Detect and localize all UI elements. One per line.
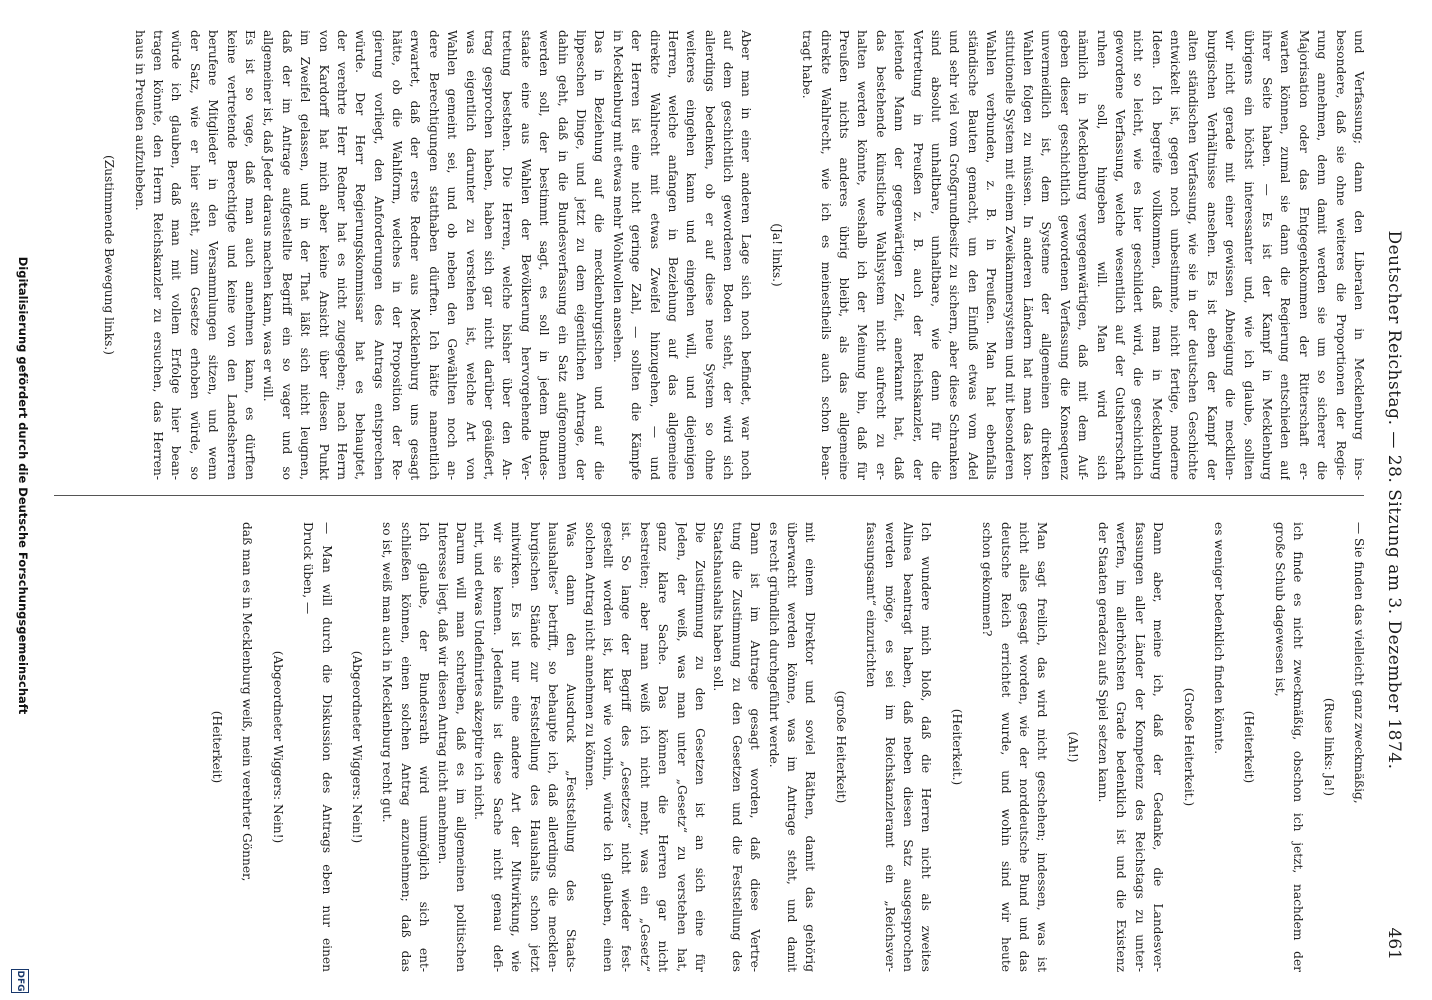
text-line: der verehrte Herr Redner hat es nicht zugegeben; nach Herrn bbox=[334, 30, 349, 480]
text-line: dahin geht, daß in die Bundesverfassung ein Satz aufgenommen bbox=[555, 30, 570, 480]
text-line: gestellt worden ist, klar wie vorhin, würde ich glauben, einen bbox=[601, 522, 616, 972]
text-line bbox=[935, 522, 947, 972]
text-line: alten ständischen Verfassung, wie sie in der deutschen Geschichte bbox=[1186, 30, 1201, 480]
text-line: nämlich in Mecklenburg vergegenwärtigen, daß mit dem Auf- bbox=[1076, 30, 1091, 480]
text-line: Alinea beantragt haben, daß neben diesen Satz ausgesprochen bbox=[900, 522, 915, 972]
text-line: mitwirken. Es ist nur eine andere Art der Mitwirkung, wie bbox=[509, 522, 524, 972]
text-line bbox=[756, 30, 768, 480]
text-line: und sehr viel vom Großgrundbesitz zu sichern, aber diese Schranken bbox=[947, 30, 962, 480]
text-line: tung die Zustimmung zu den Gesetzen und die Feststellung des bbox=[729, 522, 744, 972]
text-line: warten können, zumal sie dann die Regierung entschieden auf bbox=[1278, 30, 1293, 480]
text-line bbox=[366, 522, 378, 972]
text-line: Was dann den Ausdruck „Feststellung des Staats- bbox=[564, 522, 579, 972]
text-line bbox=[226, 522, 238, 972]
text-line: Man sagt freilich, das wird nicht geschehen; indessen, was ist bbox=[1035, 522, 1050, 972]
text-line: — Man will durch die Diskussion des Antrags eben nur einen bbox=[319, 522, 334, 972]
text-line: Interesse liegt, daß wir diesen Antrag nicht annehmen. bbox=[435, 522, 450, 865]
text-line: hätte, ob die Wahlform, welches in der Proposition der Re- bbox=[390, 30, 405, 480]
text-line: (Zustimmende Bewegung links.) bbox=[102, 154, 117, 356]
text-line: Wahlen verbunden, z. B. in Preußen. Man hat ebenfalls bbox=[984, 30, 999, 480]
text-line: Die Zustimmung zu den Gesetzen ist an sich eine für bbox=[693, 522, 708, 972]
text-line: haus in Preußen aufzuheben. bbox=[132, 30, 147, 211]
text-line: rung annehmen, denn damit werden sie um so sicherer die bbox=[1315, 30, 1330, 480]
text-line: solchen Antrag nicht annehmen zu können. bbox=[582, 522, 597, 791]
text-line: es recht gründlich durchgeführt werde. bbox=[766, 522, 781, 768]
text-line: gierung vorliegt, den Anforderungen des Antrags entsprechen bbox=[371, 30, 386, 480]
text-line: weiteres eingehen kann und eingehen will, und diejenigen bbox=[684, 30, 699, 480]
text-line: wir nicht gerade mit einer gewissen Abneigung die meckllen- bbox=[1223, 30, 1238, 480]
text-line bbox=[1307, 522, 1319, 972]
text-line: sind absolut unhaltbare, unhaltbare, wie denn für die bbox=[929, 30, 944, 480]
text-line: (Heiterkeit) bbox=[210, 710, 225, 784]
text-line: unvermeidlich ist, dem Systeme der allgemeinen direkten bbox=[1039, 30, 1054, 480]
text-line bbox=[1051, 522, 1063, 972]
text-line: Dann aber, meine ich, daß der Gedanke, die Landesver- bbox=[1151, 522, 1166, 972]
text-line: werfen, im allerhöchsten Grade bedenklich ist und die Existenz bbox=[1114, 522, 1129, 972]
column-divider bbox=[54, 495, 1364, 496]
footer-text: Digitalisierung gefördert durch die Deutsche Forschungsgemeinschaft bbox=[16, 256, 30, 715]
text-line bbox=[1228, 522, 1240, 972]
page-header bbox=[1380, 30, 1404, 970]
text-line: haushaltes“ betrifft, so behaupte ich, daß allerdings die mecklen- bbox=[545, 522, 560, 972]
text-line: (Heiterkeit.) bbox=[949, 708, 964, 786]
text-line bbox=[256, 522, 268, 972]
text-line: ganz klare Sache. Das können die Herren gar nicht bbox=[656, 522, 671, 972]
text-line: Wahlen gemeint sei, und ob neben den Gewählten noch an- bbox=[445, 30, 460, 480]
text-line: der Satz, wie er hier steht, zum Gesetze erhoben würde, so bbox=[187, 30, 202, 480]
text-line bbox=[118, 30, 130, 480]
text-line: Majorisation oder das Entgegenkommen der Ritterschaft er- bbox=[1296, 30, 1311, 480]
text-line: überwacht werden könne, was im Antrage steht, und damit bbox=[785, 522, 800, 972]
text-line: (Ruse links: Ja!) bbox=[1321, 697, 1336, 797]
page-footer bbox=[10, 8, 30, 993]
text-line: der Herren ist eine nicht geringe Zahl, — sollten die Kämpfe bbox=[629, 30, 644, 480]
text-line: es weniger bedenklich finden könnte. bbox=[1212, 522, 1227, 755]
text-line: ist. So lange der Begriff des „Gesetzes“ nicht wieder fest- bbox=[619, 522, 634, 972]
text-line: der Staaten geradezu aufs Spiel setzen kann. bbox=[1096, 522, 1111, 803]
text-line: Aber man in einer anderen Lage sich noch befindet, war noch bbox=[739, 30, 754, 480]
text-line: ständische Bauten gemacht, um den Einfluß etwas vom Adel bbox=[965, 30, 980, 480]
text-line: von Kardorff hat mich aber keine Ansicht über diesen Punkt bbox=[316, 30, 331, 480]
text-line: nicht so leicht, wie es hier geschildert wird, die geschichtlich bbox=[1131, 30, 1146, 480]
text-line: Ideen. Ich begreife vollkommen, daß man in Mecklenburg bbox=[1149, 30, 1164, 480]
text-line: werden möge, es sei im Reichskanzleramt ein „Reichsver- bbox=[882, 522, 897, 972]
text-line: fassungen aller Länder der Kompetenz des Reichstags zu unter- bbox=[1132, 522, 1147, 972]
text-line: ihrer Seite haben. — Es ist der Kampf in Mecklenburg bbox=[1260, 30, 1275, 480]
text-line: ich finde es nicht zweckmäßig, obschon ich jetzt, nachdem der bbox=[1291, 522, 1306, 972]
text-line: so ist, weiß man auch in Mecklenburg recht gut. bbox=[380, 522, 395, 823]
text-line: Ich glaube, der Bundesrath wird unmöglich sich ent- bbox=[417, 522, 432, 972]
text-line bbox=[1082, 522, 1094, 972]
text-line: allgemeiner ist, daß Jeder daraus machen kann, was er will. bbox=[261, 30, 276, 402]
text-line: entwickelt ist, gegen noch unbestimmte, nicht fertige, moderne bbox=[1168, 30, 1183, 480]
text-line: auf dem geschichtlich gewordenen Boden steht, der wird sich bbox=[721, 30, 736, 480]
dfg-logo-icon: DFG bbox=[11, 969, 29, 993]
text-line: (Abgeordneter Wiggers: Nein!) bbox=[350, 650, 365, 844]
text-line: ruhen soll, hingeben will. Man wird sich bbox=[1094, 30, 1109, 480]
text-line: tragen könnte, den Herrn Reichskanzler zu ersuchen, das Herren- bbox=[151, 30, 165, 480]
text-line: Wahlen folgen zu müssen. In anderen Ländern hat man das kon- bbox=[1020, 30, 1035, 480]
text-line: (große Heiterkeit) bbox=[833, 690, 848, 804]
text-line: halten werden könnte, weshalb ich der Meinung bin, daß für bbox=[855, 30, 870, 480]
page-number: 461 bbox=[1384, 927, 1404, 960]
text-line: Herren, welche anfangen in Beziehung auf das allgemeine bbox=[665, 30, 680, 480]
text-line: berufene Mitglieder in den Versammlungen sitzen, und wenn bbox=[206, 30, 221, 480]
text-line: lippeschen Dinge, und jetzt zu dem eigentlichen Antrage, der bbox=[573, 30, 588, 480]
text-line: würde ich glauben, daß man mit vollem Erfolge hier bean- bbox=[169, 30, 184, 480]
text-line: daß man es in Mecklenburg weiß, mein verehrter Gönner, bbox=[240, 522, 255, 882]
text-line: Dann ist im Antrage gesagt worden, daß diese Vertre- bbox=[748, 522, 763, 972]
text-line: Das in Beziehung auf die mecklenburgischen und auf die bbox=[592, 30, 607, 480]
text-line: erwartet, daß der erste Redner aus Mecklenburg uns gesagt bbox=[408, 30, 423, 480]
text-line: (Ah!) bbox=[1065, 731, 1080, 763]
text-line: gewordene Verfassung, welche wesentlich auf der Gutsherrschaft bbox=[1112, 30, 1127, 480]
text-line: geben dieser geschichtlich gewordenen Verfassung die Konsequenz bbox=[1057, 30, 1072, 480]
text-line: nicht alles gesagt worden, wie der norddeutsche Bund und das bbox=[1016, 522, 1031, 972]
text-line: (Abgeordneter Wiggers: Nein!) bbox=[270, 650, 285, 844]
text-line bbox=[1198, 522, 1210, 972]
text-line bbox=[850, 522, 862, 972]
text-line: große Schub dagewesen ist, bbox=[1272, 522, 1287, 697]
text-line: Ich wundere mich bloß, daß die Herren nicht als zweites bbox=[919, 522, 934, 972]
text-line: und Verfassung; dann den Liberalen in Mecklenburg ins- bbox=[1352, 30, 1366, 480]
text-line: keine vertretende Berechtigte und keine von den Landesherren bbox=[224, 30, 239, 480]
text-line: Jeden, der weiß, was man unter „Gesetz“ zu verstehen hat, bbox=[674, 522, 689, 972]
text-line: Druck üben, — bbox=[301, 522, 316, 615]
text-line: Darum will man schreiben, daß es im allgemeinen politischen bbox=[453, 522, 468, 972]
text-line bbox=[1167, 522, 1179, 972]
text-line: mit einem Direktor und soviel Räthen, damit das gehörig bbox=[803, 522, 818, 972]
text-line: — Sie finden das vielleicht ganz zweckmäßig, bbox=[1352, 522, 1366, 804]
text-line: das bestehende künstliche Wahlsystem nicht aufrecht zu er- bbox=[873, 30, 888, 480]
text-line: übrigens ein höchst interessanter und, wie ich glaube, sollten bbox=[1241, 30, 1256, 480]
text-line: stitutionelle System mit einem Zweikammersystem und mit besonderen bbox=[1002, 30, 1017, 480]
left-column bbox=[48, 30, 1368, 480]
text-line bbox=[819, 522, 831, 972]
text-line: daß der im Antrage aufgestellte Begriff ein so vager und so bbox=[279, 30, 294, 480]
text-line: bestreiten; aber man weiß ich nicht mehr, was ein „Gesetz“ bbox=[637, 522, 652, 972]
text-line: Es ist so vage, daß man auch annehmen kann, es dürften bbox=[242, 30, 257, 480]
text-line: trag gesprochen haben, haben sich gar nicht darüber geäußert, bbox=[482, 30, 497, 480]
text-line bbox=[966, 522, 978, 972]
text-line: (Heiterkeit) bbox=[1242, 710, 1257, 784]
text-line bbox=[1258, 522, 1270, 972]
text-line: fassungsamt“ einzurichten bbox=[864, 522, 879, 688]
text-line: werden soll, der bestimmt sagt, es soll in jedem Bundes- bbox=[537, 30, 552, 480]
text-line bbox=[287, 522, 299, 972]
text-line: leitende Mann der gegenwärtigen Zeit, anerkannt hat, daß bbox=[892, 30, 907, 480]
text-line bbox=[1338, 522, 1350, 972]
text-line: deutsche Reich errichtet wurde, und wohin sind wir heute bbox=[998, 522, 1013, 972]
text-line: was eigentlich darunter zu verstehen ist, welche Art von bbox=[463, 30, 478, 480]
text-line: (Ja! links.) bbox=[769, 223, 784, 287]
text-line bbox=[336, 522, 348, 972]
text-line: tretung bestehen. Die Herren, welche bisher über den An- bbox=[500, 30, 515, 480]
text-line: nirt, und etwas Undefinirtes akzeptire ich nicht. bbox=[472, 522, 487, 821]
text-line: besondere, daß sie ohne weiteres die Proportionen der Regie- bbox=[1333, 30, 1348, 480]
text-line: im Zweifel gelassen, und in der That läßt sich nicht leugnen, bbox=[298, 30, 313, 480]
text-line: Staatshaushalts haben soll. bbox=[711, 522, 726, 692]
right-column bbox=[48, 522, 1368, 972]
text-line: burgischen Stände zur Feststellung des Haushalts schon jetzt bbox=[527, 522, 542, 972]
header-title: Deutscher Reichstag. — 28. Sitzung am 3. Dezember 1874. bbox=[1384, 230, 1404, 770]
text-line: schließen können, einen solchen Antrag anzunehmen; daß das bbox=[398, 522, 413, 972]
text-line: allerdings bedenken, ob er auf diese neue System so ohne bbox=[702, 30, 717, 480]
text-line: (Große Heiterkeit.) bbox=[1181, 687, 1196, 807]
text-line: burgischen Verhältnisse ansehen. Es ist eben der Kampf der bbox=[1204, 30, 1219, 480]
text-line: würde. Der Herr Regierungskommissar hat es behauptet, bbox=[353, 30, 368, 480]
text-line: schon gekommen? bbox=[980, 522, 995, 637]
text-line: Preußen nichts anderes übrig bleibt, als das allgemeine bbox=[837, 30, 852, 480]
text-line: direkte Wahlrecht mit etwas Zweifel hinzugehen, — und bbox=[647, 30, 662, 480]
text-line: tragt habe. bbox=[800, 30, 815, 99]
text-line: Vertretung in Preußen z. B. auch der Reichskanzler, der bbox=[910, 30, 925, 480]
text-line: dere Berechtigungen statthaben dürften. Ich hätte namentlich bbox=[426, 30, 441, 480]
text-line: staate eine aus Wahlen der Bevölkerung hervorgehende Ver- bbox=[518, 30, 533, 480]
text-line: in Mecklenburg mit etwas mehr Wohlwollen ansehen. bbox=[610, 30, 625, 363]
text-line: direkte Wahlrecht, wie ich es meinestheils auch schon bean- bbox=[818, 30, 833, 480]
text-line bbox=[786, 30, 798, 480]
text-line: wir sie kennen. Jedenfalls ist diese Sache nicht genau defi- bbox=[490, 522, 505, 972]
